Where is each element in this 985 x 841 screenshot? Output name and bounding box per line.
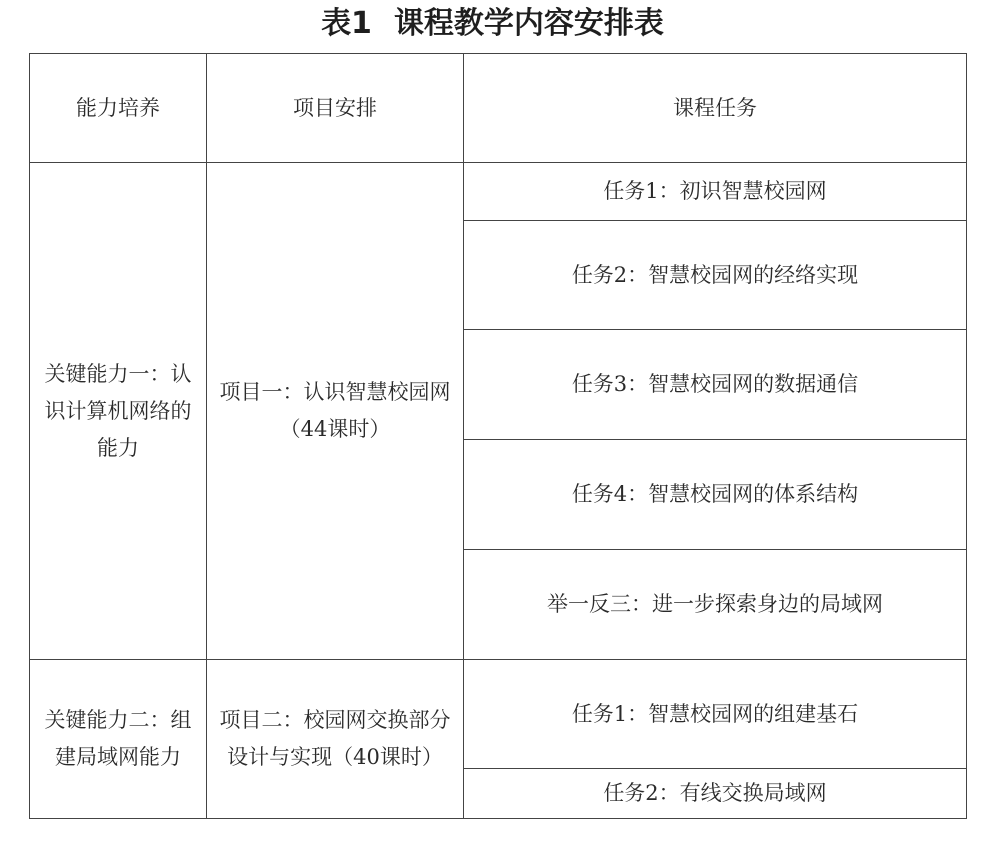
ability-cell-1 (30, 163, 207, 660)
task-cell: 举一反三：进一步探索身边的局域网 (464, 550, 967, 660)
table-title: 课程教学内容安排表 (393, 6, 664, 41)
header-project: 项目安排 (207, 54, 464, 163)
task-cell: 任务1：初识智慧校园网 (464, 163, 967, 221)
table-row (30, 163, 967, 221)
task-cell: 任务2：有线交换局域网 (464, 769, 967, 819)
project-text: 项目一：认识智慧校园网（44课时） (219, 380, 451, 441)
project-text: 项目二：校园网交换部分设计与实现（40课时） (219, 708, 451, 769)
ability-text: 关键能力二：组建局域网能力 (44, 708, 192, 769)
task-cell: 任务3：智慧校园网的数据通信 (464, 330, 967, 440)
table-row (30, 660, 967, 769)
ability-cell-2 (30, 660, 207, 819)
project-cell-1 (207, 163, 464, 660)
task-cell: 任务1：智慧校园网的组建基石 (464, 660, 967, 769)
table-number: 表1 (321, 6, 372, 41)
table-caption (0, 2, 985, 46)
header-task: 课程任务 (464, 54, 967, 163)
task-cell: 任务2：智慧校园网的经络实现 (464, 221, 967, 330)
table-header-row (30, 54, 967, 163)
task-cell: 任务4：智慧校园网的体系结构 (464, 440, 967, 550)
course-schedule-table (29, 53, 967, 819)
ability-text: 关键能力一：认识计算机网络的能力 (44, 361, 192, 460)
header-ability: 能力培养 (30, 54, 207, 163)
project-cell-2 (207, 660, 464, 819)
